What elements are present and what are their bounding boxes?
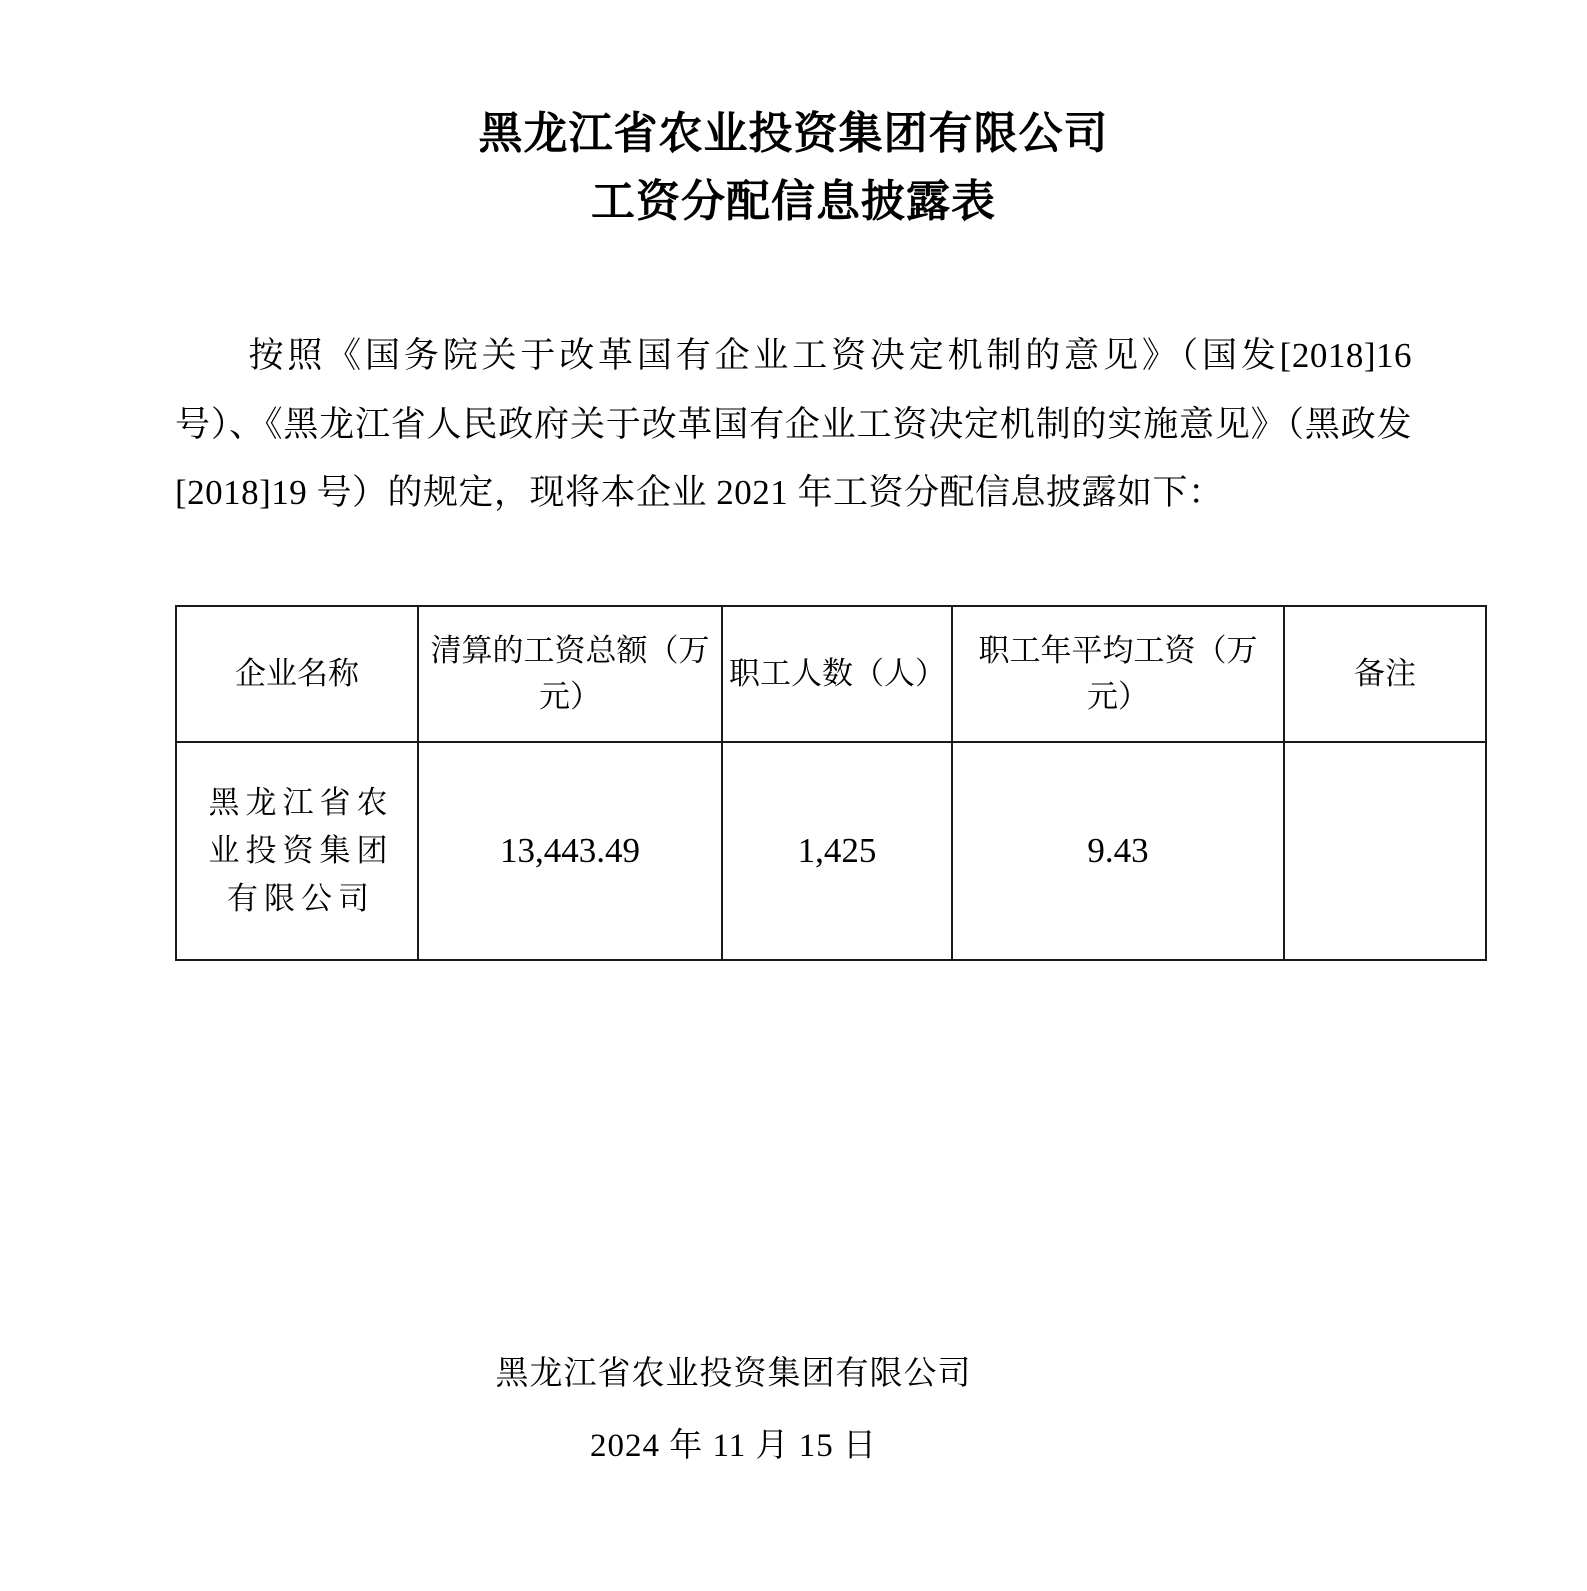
table-header-row: [176, 606, 1486, 742]
cell-average-wage: 9.43: [952, 742, 1284, 960]
disclosure-table-wrapper: [175, 605, 1416, 961]
table-header-total-wage: 清算的工资总额（万元）: [418, 606, 722, 742]
table-header-average-wage: 职工年平均工资（万元）: [952, 606, 1284, 742]
cell-total-wage: 13,443.49: [418, 742, 722, 960]
signature-block: [0, 1338, 1587, 1483]
body-paragraph: 按照《国务院关于改革国有企业工资决定机制的意见》（国发[2018]16 号）、《黑龙江省人民政府关于改革国有企业工资决定机制的实施意见》（黑政发[2018]19 号）的规定，现将本企业 2021 年工资分配信息披露如下：: [175, 336, 1412, 512]
page-title-line-2: 工资分配信息披露表: [591, 177, 996, 227]
table-header-employee-count: 职工人数（人）: [722, 606, 952, 742]
page-title-line-1: 黑龙江省农业投资集团有限公司: [478, 109, 1109, 158]
table-row: [176, 742, 1486, 960]
signature-date: 2024 年 11 月 15 日: [589, 1428, 878, 1465]
disclosure-table: [175, 605, 1487, 961]
page-title: [175, 100, 1412, 236]
cell-remark: [1284, 742, 1486, 960]
table-header-remark: 备注: [1284, 606, 1486, 742]
table-header-enterprise-name: 企业名称: [176, 606, 418, 742]
signature-company: 黑龙江省农业投资集团有限公司: [495, 1355, 972, 1392]
cell-employee-count: 1,425: [722, 742, 952, 960]
cell-enterprise-name: 黑龙江省农业投资集团有限公司: [176, 742, 418, 960]
